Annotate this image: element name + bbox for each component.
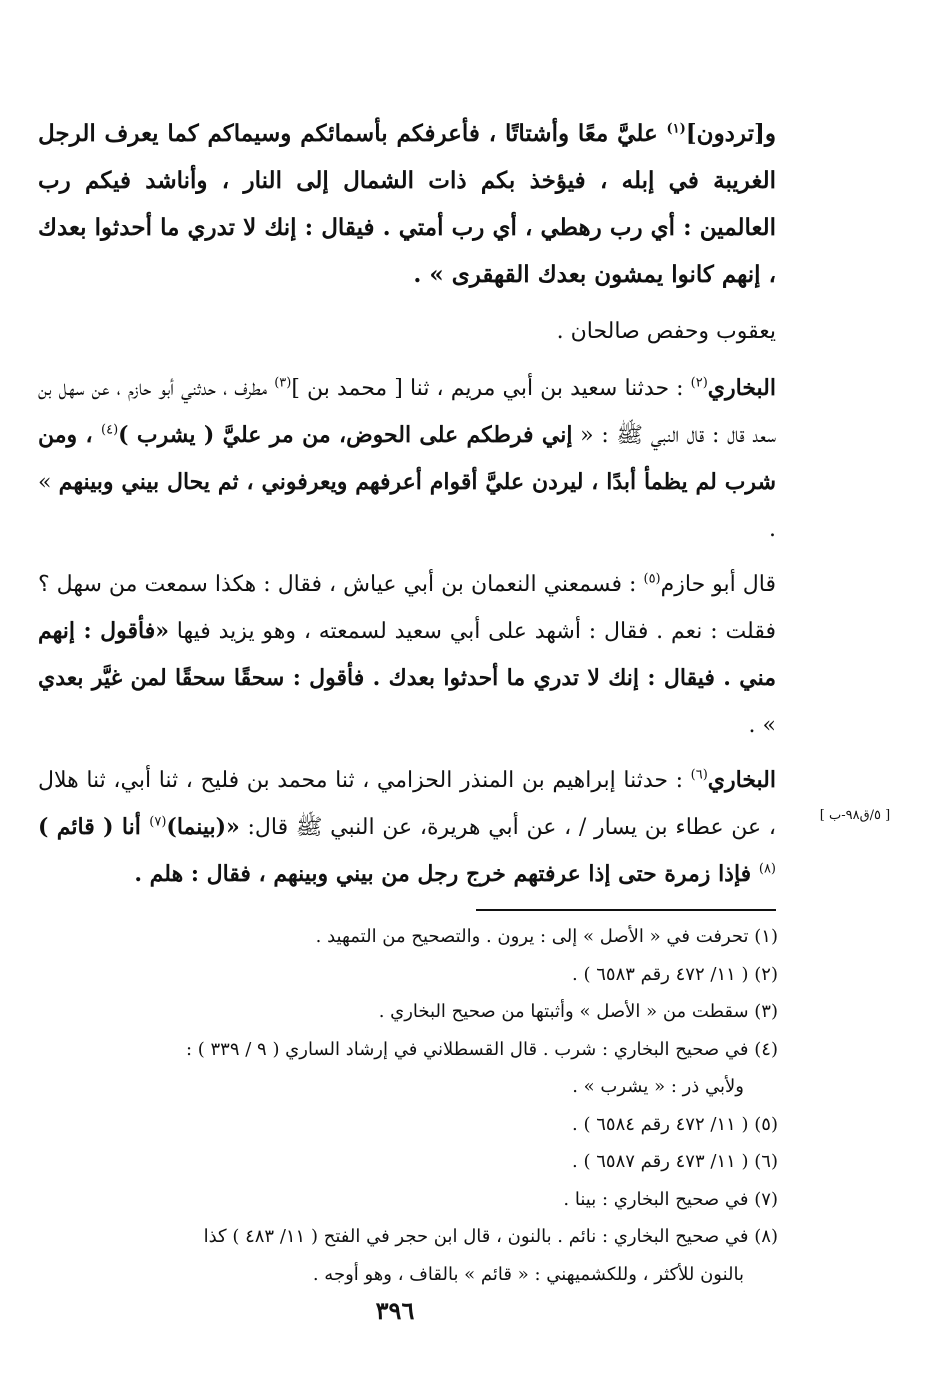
- paragraph-5-hadith-start: «(بينما): [166, 814, 240, 840]
- paragraph-3-hadith: إني فرطكم على الحوض، من مر عليَّ ( يشرب ): [118, 422, 573, 448]
- paragraph-3-source: البخاري: [707, 375, 776, 401]
- footnote-7: [34, 1181, 778, 1219]
- footnote-ref-4: (٤): [101, 422, 119, 438]
- paragraph-1-text: عليَّ معًا وأشتاتًا ، فأعرفكم بأسمائكم وسيماكم كما يعرف الرجل الغريبة في إبله ، فيؤخذ بكم ذات الشمال إلى النار ، وأناشد فيكم رب العالمين : أي رب رهطي ، أي رب أمتي . فيقال : إنك لا تدري ما أحدثوا بعدك ، إنهم كانوا يمشون بعدك القهقرى » .: [38, 120, 776, 288]
- footnote-continuation: ولأبي ذر : « يشرب » .: [572, 1076, 744, 1097]
- paragraph-4-hadith: «فأقول : إنهم مني . فيقال : إنك لا تدري ما أحدثوا بعدك . فأقول : سحقًا سحقًا لمن غيَّر بعدي: [38, 618, 776, 691]
- footnote-continuation: بالنون للأكثر ، وللكشميهني : « قائم » بالقاف ، وهو أوجه .: [312, 1263, 744, 1285]
- paragraph-1-start: و[تردون]: [685, 120, 776, 147]
- paragraph-5-hadith-cont: فإذا زمرة حتى إذا عرفتهم خرج رجل من بيني وبينهم ، فقال : هلم .: [134, 861, 759, 887]
- footnote-5: [34, 1106, 778, 1144]
- paragraph-3-isnad: : حدثنا سعيد بن أبي مريم ، ثنا [ محمد بن ]: [291, 376, 691, 401]
- paragraph-2-text: يعقوب وحفص صالحان .: [556, 319, 776, 344]
- main-text: [38, 110, 776, 898]
- footnote-text: في صحيح البخاري : نائم . بالنون ، قال ابن حجر في الفتح ( ١١/ ٤٨٣ ) كذا: [203, 1226, 755, 1247]
- manuscript-folio-note: [ ٥/ق٩٨-ب ]: [819, 808, 891, 823]
- paragraph-5-hadith: أنا ( قائم ): [38, 814, 150, 840]
- footnotes: [34, 918, 778, 1293]
- footnote-text: ( ١١/ ٤٧٢ رقم ٦٥٨٣ ) .: [572, 963, 755, 985]
- footnote-number: (١): [754, 926, 778, 947]
- page-number: ٣٩٦: [375, 1296, 415, 1325]
- paragraph-3-hadith-cont: ، ومن شرب لم يظمأ أبدًا ، ليردن عليَّ أقوام أعرفهم ويعرفوني ، ثم يحال بيني وبينهم: [38, 422, 776, 495]
- paragraph-5: [38, 757, 776, 898]
- footnote-text: ( ١١/ ٤٧٢ رقم ٦٥٨٤ ) .: [572, 1113, 755, 1135]
- footnote-number: (٦): [754, 1151, 778, 1172]
- footnote-number: (٢): [754, 963, 778, 985]
- paragraph-5-isnad: : حدثنا إبراهيم بن المنذر الحزامي ، ثنا محمد بن فليح ، ثنا أبي، ثنا هلال ، عن عطاء بن يسار / ، عن أبي هريرة، عن النبي ﷺ قال:: [38, 768, 776, 840]
- footnote-ref-1: (١): [666, 121, 686, 137]
- footnote-number: (٤): [754, 1038, 778, 1060]
- footnote-3: [34, 993, 778, 1031]
- footnote-ref-2: (٢): [690, 375, 708, 391]
- paragraph-3-isnad-cont: مطرف ، حدثني أبو حازم ، عن سهل بن سعد قال : قال النبي ﷺ : «: [38, 376, 776, 448]
- footnote-1: [34, 918, 778, 956]
- paragraph-4-start: قال أبو حازم: [660, 572, 776, 597]
- footnote-number: (٥): [754, 1113, 778, 1135]
- footnote-text: ( ١١/ ٤٧٣ رقم ٦٥٨٧ ) .: [572, 1151, 755, 1172]
- footnote-number: (٣): [754, 1001, 778, 1022]
- footnote-divider: [476, 909, 776, 911]
- footnote-4: [34, 1031, 778, 1106]
- footnote-2: [34, 956, 778, 994]
- footnote-text: في صحيح البخاري : شرب . قال القسطلاني في إرشاد الساري ( ٩ / ٣٣٩ ) :: [185, 1038, 755, 1060]
- footnote-number: (٧): [754, 1188, 778, 1210]
- footnote-ref-8: (٨): [758, 861, 776, 877]
- footnote-text: في صحيح البخاري : بينا .: [563, 1188, 755, 1210]
- paragraph-3-end: » .: [38, 470, 776, 542]
- footnote-text: تحرفت في « الأصل » إلى : يرون . والتصحيح من التمهيد .: [315, 926, 755, 947]
- paragraph-4-end: » .: [748, 713, 776, 738]
- footnote-ref-7: (٧): [149, 814, 167, 830]
- paragraph-2: [38, 308, 776, 355]
- paragraph-3: [38, 365, 776, 553]
- footnote-8: [34, 1218, 778, 1293]
- footnote-text: سقطت من « الأصل » وأثبتها من صحيح البخاري .: [378, 1001, 755, 1022]
- paragraph-4: [38, 561, 776, 749]
- footnote-ref-6: (٦): [690, 767, 708, 783]
- paragraph-4-text: : فسمعني النعمان بن أبي عياش ، فقال : هكذا سمعت من سهل ؟ فقلت : نعم . فقال : أشهد على أبي سعيد لسمعته ، وهو يزيد فيها: [38, 572, 776, 644]
- paragraph-1: [38, 110, 776, 298]
- footnote-ref-5: (٥): [643, 571, 661, 587]
- footnote-ref-3: (٣): [274, 375, 292, 391]
- footnote-6: [34, 1143, 778, 1181]
- footnote-number: (٨): [754, 1226, 778, 1247]
- paragraph-5-source: البخاري: [707, 767, 776, 793]
